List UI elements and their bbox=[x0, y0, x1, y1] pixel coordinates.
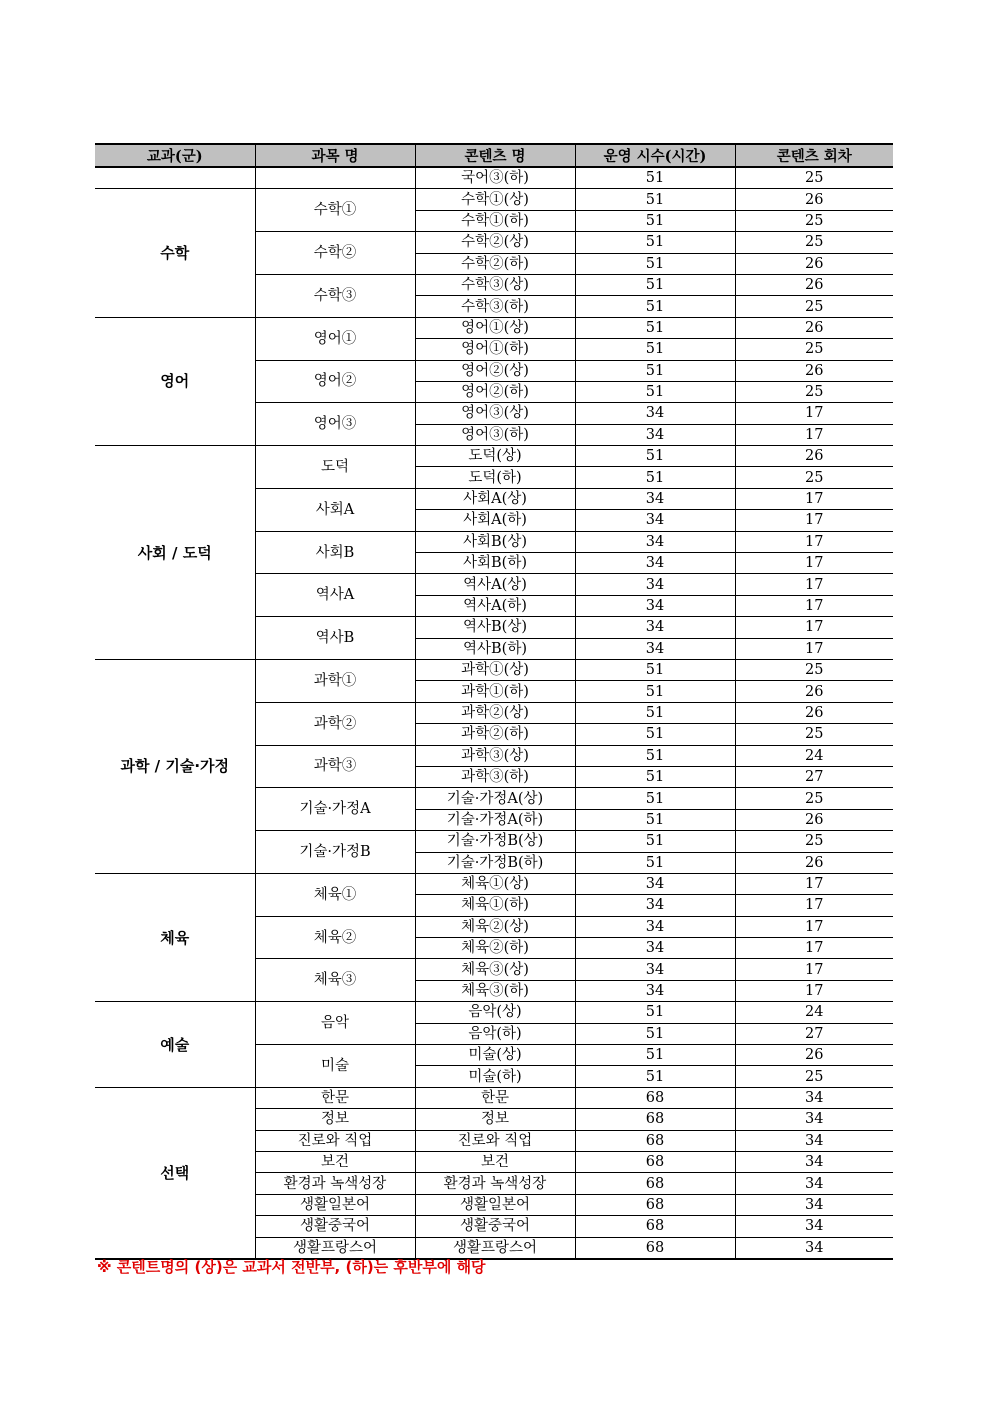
header-group: 교과(군) bbox=[95, 144, 255, 167]
content-cell: 과학③(상) bbox=[415, 745, 575, 766]
group-cell bbox=[95, 167, 255, 189]
sessions-cell: 17 bbox=[735, 873, 893, 894]
hours-cell: 34 bbox=[575, 595, 735, 616]
content-cell: 역사B(하) bbox=[415, 638, 575, 659]
content-cell: 미술(상) bbox=[415, 1045, 575, 1066]
hours-cell: 51 bbox=[575, 724, 735, 745]
subject-cell: 생활프랑스어 bbox=[255, 1237, 415, 1259]
hours-cell: 51 bbox=[575, 745, 735, 766]
subject-cell: 도덕 bbox=[255, 446, 415, 489]
sessions-cell: 26 bbox=[735, 360, 893, 381]
header-subject: 과목 명 bbox=[255, 144, 415, 167]
hours-cell: 51 bbox=[575, 232, 735, 253]
hours-cell: 51 bbox=[575, 167, 735, 189]
hours-cell: 51 bbox=[575, 1066, 735, 1087]
content-cell: 생활중국어 bbox=[415, 1216, 575, 1237]
hours-cell: 34 bbox=[575, 638, 735, 659]
sessions-cell: 25 bbox=[735, 210, 893, 231]
group-cell: 사회 / 도덕 bbox=[95, 446, 255, 660]
subject-cell: 사회B bbox=[255, 531, 415, 574]
sessions-cell: 17 bbox=[735, 980, 893, 1001]
hours-cell: 68 bbox=[575, 1151, 735, 1172]
sessions-cell: 17 bbox=[735, 959, 893, 980]
sessions-cell: 17 bbox=[735, 531, 893, 552]
hours-cell: 51 bbox=[575, 446, 735, 467]
content-cell: 역사B(상) bbox=[415, 617, 575, 638]
hours-cell: 51 bbox=[575, 317, 735, 338]
content-cell: 사회B(상) bbox=[415, 531, 575, 552]
subject-cell: 영어③ bbox=[255, 403, 415, 446]
hours-cell: 34 bbox=[575, 424, 735, 445]
group-cell: 선택 bbox=[95, 1087, 255, 1259]
sessions-cell: 26 bbox=[735, 809, 893, 830]
content-cell: 체육③(하) bbox=[415, 980, 575, 1001]
subject-cell: 보건 bbox=[255, 1151, 415, 1172]
content-cell: 수학③(하) bbox=[415, 296, 575, 317]
content-cell: 체육①(하) bbox=[415, 895, 575, 916]
content-cell: 과학③(하) bbox=[415, 766, 575, 787]
content-cell: 수학①(상) bbox=[415, 189, 575, 210]
hours-cell: 51 bbox=[575, 296, 735, 317]
sessions-cell: 17 bbox=[735, 553, 893, 574]
hours-cell: 51 bbox=[575, 852, 735, 873]
sessions-cell: 26 bbox=[735, 253, 893, 274]
content-cell: 국어③(하) bbox=[415, 167, 575, 189]
sessions-cell: 17 bbox=[735, 638, 893, 659]
sessions-cell: 34 bbox=[735, 1151, 893, 1172]
subject-cell: 수학③ bbox=[255, 274, 415, 317]
subject-cell: 음악 bbox=[255, 1002, 415, 1045]
content-cell: 체육②(하) bbox=[415, 938, 575, 959]
curriculum-table bbox=[95, 143, 893, 1260]
content-cell: 음악(하) bbox=[415, 1023, 575, 1044]
hours-cell: 51 bbox=[575, 1045, 735, 1066]
subject-cell: 정보 bbox=[255, 1109, 415, 1130]
subject-cell: 수학② bbox=[255, 232, 415, 275]
group-cell: 영어 bbox=[95, 317, 255, 445]
content-cell: 사회B(하) bbox=[415, 553, 575, 574]
hours-cell: 51 bbox=[575, 659, 735, 680]
subject-cell: 기술·가정A bbox=[255, 788, 415, 831]
hours-cell: 68 bbox=[575, 1216, 735, 1237]
content-cell: 과학②(하) bbox=[415, 724, 575, 745]
content-cell: 생활일본어 bbox=[415, 1194, 575, 1215]
hours-cell: 34 bbox=[575, 531, 735, 552]
hours-cell: 34 bbox=[575, 980, 735, 1001]
subject-cell: 과학③ bbox=[255, 745, 415, 788]
sessions-cell: 34 bbox=[735, 1194, 893, 1215]
sessions-cell: 25 bbox=[735, 167, 893, 189]
content-cell: 수학②(상) bbox=[415, 232, 575, 253]
sessions-cell: 17 bbox=[735, 895, 893, 916]
hours-cell: 34 bbox=[575, 617, 735, 638]
hours-cell: 51 bbox=[575, 360, 735, 381]
table-body bbox=[95, 167, 893, 1259]
hours-cell: 34 bbox=[575, 553, 735, 574]
content-cell: 영어③(상) bbox=[415, 403, 575, 424]
content-cell: 체육③(상) bbox=[415, 959, 575, 980]
sessions-cell: 25 bbox=[735, 659, 893, 680]
sessions-cell: 17 bbox=[735, 617, 893, 638]
subject-cell: 한문 bbox=[255, 1087, 415, 1108]
content-cell: 수학②(하) bbox=[415, 253, 575, 274]
content-cell: 생활프랑스어 bbox=[415, 1237, 575, 1259]
sessions-cell: 25 bbox=[735, 724, 893, 745]
hours-cell: 68 bbox=[575, 1237, 735, 1259]
subject-cell bbox=[255, 167, 415, 189]
sessions-cell: 25 bbox=[735, 232, 893, 253]
content-cell: 영어③(하) bbox=[415, 424, 575, 445]
sessions-cell: 27 bbox=[735, 766, 893, 787]
subject-cell: 역사B bbox=[255, 617, 415, 660]
sessions-cell: 17 bbox=[735, 510, 893, 531]
content-cell: 보건 bbox=[415, 1151, 575, 1172]
sessions-cell: 25 bbox=[735, 381, 893, 402]
hours-cell: 51 bbox=[575, 788, 735, 809]
sessions-cell: 25 bbox=[735, 339, 893, 360]
table-row bbox=[95, 167, 893, 189]
content-cell: 영어①(하) bbox=[415, 339, 575, 360]
table-row bbox=[95, 189, 893, 210]
hours-cell: 68 bbox=[575, 1087, 735, 1108]
hours-cell: 34 bbox=[575, 873, 735, 894]
sessions-cell: 17 bbox=[735, 488, 893, 509]
content-cell: 역사A(하) bbox=[415, 595, 575, 616]
header-content: 콘텐츠 명 bbox=[415, 144, 575, 167]
content-cell: 영어②(하) bbox=[415, 381, 575, 402]
hours-cell: 34 bbox=[575, 916, 735, 937]
content-cell: 기술·가정A(상) bbox=[415, 788, 575, 809]
hours-cell: 51 bbox=[575, 210, 735, 231]
sessions-cell: 24 bbox=[735, 1002, 893, 1023]
hours-cell: 51 bbox=[575, 809, 735, 830]
hours-cell: 51 bbox=[575, 766, 735, 787]
sessions-cell: 17 bbox=[735, 403, 893, 424]
hours-cell: 51 bbox=[575, 702, 735, 723]
subject-cell: 생활중국어 bbox=[255, 1216, 415, 1237]
content-cell: 기술·가정B(하) bbox=[415, 852, 575, 873]
hours-cell: 68 bbox=[575, 1109, 735, 1130]
group-cell: 예술 bbox=[95, 1002, 255, 1088]
subject-cell: 진로와 직업 bbox=[255, 1130, 415, 1151]
table-row bbox=[95, 873, 893, 894]
subject-cell: 체육② bbox=[255, 916, 415, 959]
sessions-cell: 24 bbox=[735, 745, 893, 766]
hours-cell: 51 bbox=[575, 189, 735, 210]
hours-cell: 34 bbox=[575, 959, 735, 980]
sessions-cell: 34 bbox=[735, 1173, 893, 1194]
content-cell: 진로와 직업 bbox=[415, 1130, 575, 1151]
header-hours: 운영 시수(시간) bbox=[575, 144, 735, 167]
sessions-cell: 26 bbox=[735, 702, 893, 723]
sessions-cell: 25 bbox=[735, 1066, 893, 1087]
hours-cell: 34 bbox=[575, 488, 735, 509]
sessions-cell: 26 bbox=[735, 189, 893, 210]
hours-cell: 34 bbox=[575, 895, 735, 916]
content-cell: 수학①(하) bbox=[415, 210, 575, 231]
subject-cell: 과학② bbox=[255, 702, 415, 745]
content-cell: 한문 bbox=[415, 1087, 575, 1108]
subject-cell: 사회A bbox=[255, 488, 415, 531]
subject-cell: 미술 bbox=[255, 1045, 415, 1088]
hours-cell: 51 bbox=[575, 467, 735, 488]
hours-cell: 34 bbox=[575, 403, 735, 424]
hours-cell: 68 bbox=[575, 1130, 735, 1151]
content-cell: 영어①(상) bbox=[415, 317, 575, 338]
sessions-cell: 17 bbox=[735, 424, 893, 445]
sessions-cell: 25 bbox=[735, 467, 893, 488]
table-row bbox=[95, 659, 893, 680]
hours-cell: 51 bbox=[575, 253, 735, 274]
sessions-cell: 26 bbox=[735, 681, 893, 702]
content-cell: 도덕(상) bbox=[415, 446, 575, 467]
group-cell: 과학 / 기술·가정 bbox=[95, 659, 255, 873]
group-cell: 체육 bbox=[95, 873, 255, 1001]
content-cell: 역사A(상) bbox=[415, 574, 575, 595]
content-cell: 기술·가정B(상) bbox=[415, 831, 575, 852]
sessions-cell: 25 bbox=[735, 831, 893, 852]
subject-cell: 체육① bbox=[255, 873, 415, 916]
content-cell: 체육①(상) bbox=[415, 873, 575, 894]
table-row bbox=[95, 1002, 893, 1023]
hours-cell: 68 bbox=[575, 1194, 735, 1215]
sessions-cell: 26 bbox=[735, 852, 893, 873]
sessions-cell: 34 bbox=[735, 1216, 893, 1237]
sessions-cell: 17 bbox=[735, 574, 893, 595]
sessions-cell: 26 bbox=[735, 1045, 893, 1066]
subject-cell: 환경과 녹색성장 bbox=[255, 1173, 415, 1194]
sessions-cell: 17 bbox=[735, 938, 893, 959]
content-cell: 체육②(상) bbox=[415, 916, 575, 937]
hours-cell: 51 bbox=[575, 1023, 735, 1044]
group-cell: 수학 bbox=[95, 189, 255, 317]
sessions-cell: 34 bbox=[735, 1087, 893, 1108]
content-cell: 과학②(상) bbox=[415, 702, 575, 723]
content-cell: 과학①(상) bbox=[415, 659, 575, 680]
sessions-cell: 17 bbox=[735, 595, 893, 616]
hours-cell: 51 bbox=[575, 831, 735, 852]
header-sessions: 콘텐츠 회차 bbox=[735, 144, 893, 167]
subject-cell: 생활일본어 bbox=[255, 1194, 415, 1215]
sessions-cell: 17 bbox=[735, 916, 893, 937]
sessions-cell: 25 bbox=[735, 788, 893, 809]
sessions-cell: 26 bbox=[735, 446, 893, 467]
content-cell: 기술·가정A(하) bbox=[415, 809, 575, 830]
subject-cell: 영어② bbox=[255, 360, 415, 403]
sessions-cell: 27 bbox=[735, 1023, 893, 1044]
table-row bbox=[95, 446, 893, 467]
hours-cell: 34 bbox=[575, 938, 735, 959]
hours-cell: 51 bbox=[575, 1002, 735, 1023]
table-header-row bbox=[95, 144, 893, 167]
content-cell: 환경과 녹색성장 bbox=[415, 1173, 575, 1194]
sessions-cell: 26 bbox=[735, 317, 893, 338]
sessions-cell: 34 bbox=[735, 1109, 893, 1130]
sessions-cell: 26 bbox=[735, 274, 893, 295]
content-cell: 과학①(하) bbox=[415, 681, 575, 702]
hours-cell: 51 bbox=[575, 681, 735, 702]
hours-cell: 51 bbox=[575, 339, 735, 360]
hours-cell: 51 bbox=[575, 274, 735, 295]
hours-cell: 34 bbox=[575, 574, 735, 595]
content-cell: 수학③(상) bbox=[415, 274, 575, 295]
content-cell: 사회A(상) bbox=[415, 488, 575, 509]
content-cell: 정보 bbox=[415, 1109, 575, 1130]
table-row bbox=[95, 1087, 893, 1108]
content-cell: 영어②(상) bbox=[415, 360, 575, 381]
hours-cell: 34 bbox=[575, 510, 735, 531]
subject-cell: 역사A bbox=[255, 574, 415, 617]
content-cell: 사회A(하) bbox=[415, 510, 575, 531]
footnote: ※ 콘텐트명의 (상)은 교과서 전반부, (하)는 후반부에 해당 bbox=[97, 1258, 486, 1276]
sessions-cell: 25 bbox=[735, 296, 893, 317]
subject-cell: 기술·가정B bbox=[255, 831, 415, 874]
sessions-cell: 34 bbox=[735, 1130, 893, 1151]
subject-cell: 수학① bbox=[255, 189, 415, 232]
subject-cell: 영어① bbox=[255, 317, 415, 360]
content-cell: 음악(상) bbox=[415, 1002, 575, 1023]
subject-cell: 체육③ bbox=[255, 959, 415, 1002]
hours-cell: 51 bbox=[575, 381, 735, 402]
subject-cell: 과학① bbox=[255, 659, 415, 702]
hours-cell: 68 bbox=[575, 1173, 735, 1194]
sessions-cell: 34 bbox=[735, 1237, 893, 1259]
content-cell: 도덕(하) bbox=[415, 467, 575, 488]
table-row bbox=[95, 317, 893, 338]
content-cell: 미술(하) bbox=[415, 1066, 575, 1087]
